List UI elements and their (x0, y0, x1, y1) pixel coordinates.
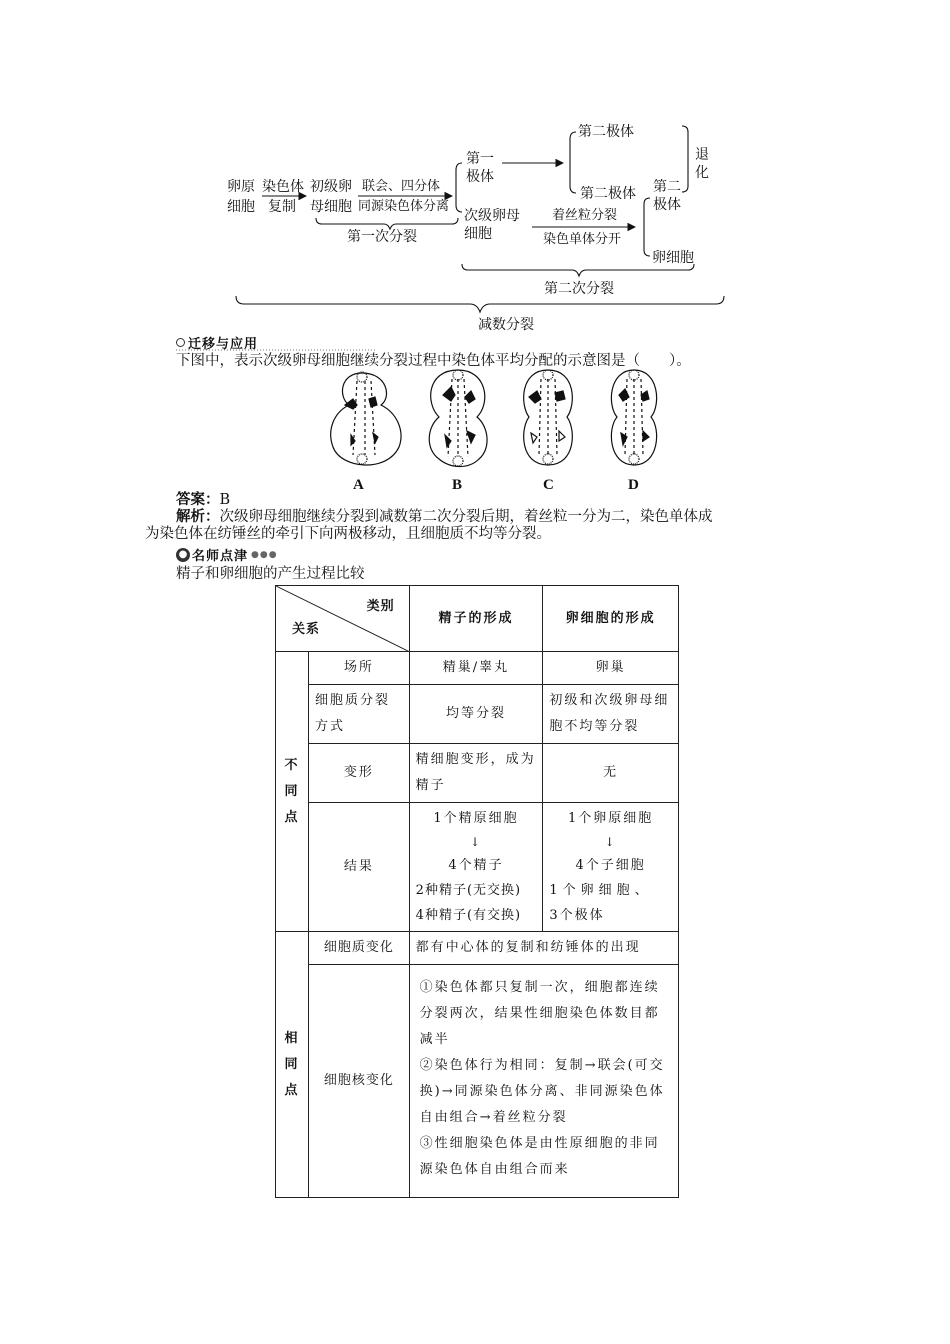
header-relation: 关系 (292, 622, 321, 637)
option-c-label: C (543, 477, 554, 493)
section-transfer-application: 迁移与应用 (176, 333, 258, 352)
row-cyto-change-value: 都有中心体的复制和纺锤体的出现 (409, 932, 678, 965)
synapsis-label: 联会、四分体 (362, 179, 441, 194)
row-deform-name: 变形 (308, 744, 409, 803)
col-egg-header: 卵细胞的形成 (543, 586, 679, 652)
row-deform-sperm: 精细胞变形，成为精子 (409, 744, 543, 803)
row-result-sperm: 1个精原细胞 ↓ 4个精子 2种精子(无交换) 4种精子(有交换) (409, 803, 543, 932)
egg-cell-label: 卵细胞 (652, 250, 694, 266)
cell-figure-b (429, 370, 487, 467)
row-result-name: 结果 (308, 803, 409, 932)
col-sperm-header: 精子的形成 (409, 586, 543, 652)
analysis-line-2: 为染色体在纺锤丝的牵引下向两极移动，且细胞质不均等分裂。 (145, 526, 551, 542)
meiosis-label: 减数分裂 (478, 317, 534, 333)
chromosome-copy-label: 染色体 复制 (262, 179, 304, 215)
first-polar-body: 第一 极体 (466, 151, 494, 185)
down-arrow-icon: ↓ (469, 835, 483, 849)
flow-lines (0, 0, 950, 340)
second-division-label: 第二次分裂 (544, 281, 614, 297)
second-polar-body-3: 第二 极体 (653, 179, 681, 213)
question-text: 下图中，表示次级卵母细胞继续分裂过程中染色体平均分配的示意图是（ ）。 (176, 353, 691, 369)
cell-figure-c (524, 370, 573, 465)
degenerate-label: 退 化 (695, 147, 709, 181)
second-polar-body-2: 第二极体 (580, 186, 636, 202)
cell-figure-d (611, 370, 656, 465)
same-label: 相 同 点 (276, 932, 309, 1198)
bullet-icon (176, 338, 185, 347)
row-cyto-sperm: 均等分裂 (409, 685, 543, 744)
section-master-tips: ● 名师点津 ●●● (176, 545, 278, 564)
analysis-line-1: 解析：次级卵母细胞继续分裂到减数第二次分裂后期，着丝粒一分为二，染色单体成 (176, 508, 713, 525)
answer-line: 答案：B (176, 491, 231, 508)
cell-figure-a (331, 372, 401, 465)
row-place-egg: 卵巢 (543, 652, 679, 685)
row-result-egg: 1个卵原细胞 ↓ 4个子细胞 1个卵细胞、 3个极体 (543, 803, 679, 932)
secondary-oocyte: 次级卵母 细胞 (464, 208, 520, 242)
row-place-name: 场所 (308, 652, 409, 685)
homolog-separation-label: 同源染色体分离 (358, 199, 450, 214)
down-arrow-icon: ↓ (604, 835, 617, 849)
chromatid-separation-label: 染色单体分开 (543, 232, 622, 247)
row-cyto-name: 细胞质分裂方式 (308, 685, 409, 744)
first-division-label: 第一次分裂 (347, 229, 417, 245)
badge-icon: ● (176, 548, 190, 562)
row-nucleus-name: 细胞核变化 (308, 965, 409, 1198)
row-deform-egg: 无 (543, 744, 679, 803)
row-place-sperm: 精巢/睾丸 (409, 652, 543, 685)
comparison-table (275, 585, 679, 1198)
option-d-label: D (628, 477, 639, 493)
second-polar-body-1: 第二极体 (578, 124, 634, 140)
cell-division-figures (315, 365, 675, 473)
dots-icon: ●●● (251, 549, 278, 560)
comparison-title: 精子和卵细胞的产生过程比较 (176, 566, 365, 582)
row-cyto-change-name: 细胞质变化 (308, 932, 409, 965)
row-nucleus-value: ①染色体都只复制一次，细胞都连续分裂两次，结果性细胞染色体数目都减半 ②染色体行为相同：复制→联会(可交换)→同源染色体分离、非同源染色体自由组合→着丝粒分裂 ③性细胞染色体是由性原细胞的非同源染色体自由组合而来 (409, 965, 678, 1198)
header-category: 类别 (366, 599, 395, 614)
option-b-label: B (452, 477, 463, 493)
option-a-label: A (353, 477, 364, 493)
egg-origin-cell: 卵原 细胞 (227, 179, 255, 215)
row-cyto-egg: 初级和次级卵母细胞不均等分裂 (543, 685, 679, 744)
diff-label: 不 同 点 (276, 652, 309, 932)
primary-oocyte: 初级卵 母细胞 (310, 179, 352, 215)
header-corner-cell (276, 586, 410, 652)
centromere-split-label: 着丝粒分裂 (552, 208, 618, 223)
